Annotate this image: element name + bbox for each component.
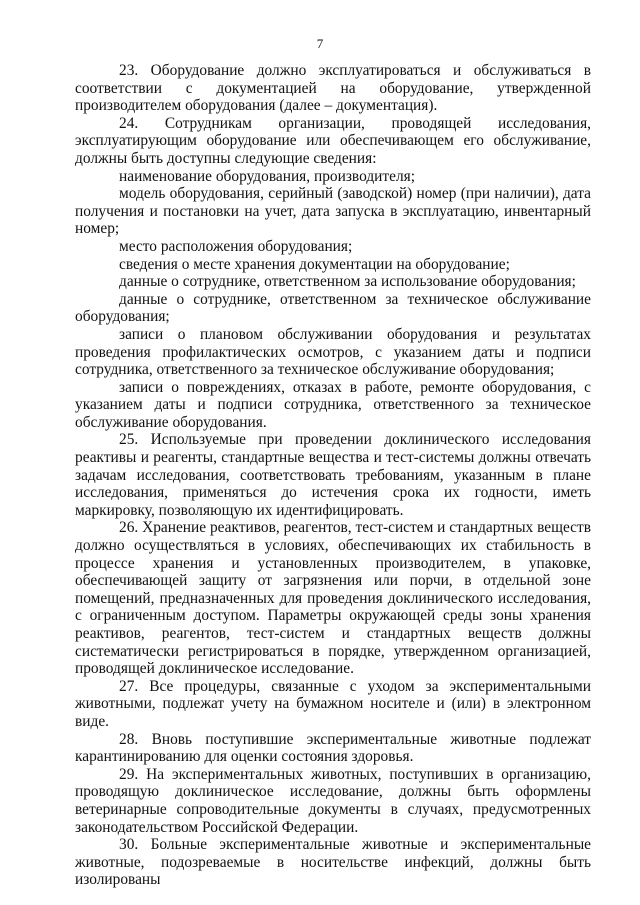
page-number: 7 xyxy=(316,36,324,51)
paragraph-26: 26. Хранение реактивов, реагентов, тест-систем и стандартных веществ должно осуществляться в условиях, обеспечивающих их стабильность в процессе хранения и установленных производителем, в упаковке, обеспечивающей защиту от загрязнения или порчи, в отдельной зоне помещений, предназначенных для проведения доклинического исследования, с ограниченным доступом. Параметры окружающей среды зоны хранения реактивов, реагентов, тест-систем и стандартных веществ должны систематически регистрироваться в порядке, утвержденном организацией, проводящей доклиническое исследование. xyxy=(75,519,591,678)
list-item-equipment-model: модель оборудования, серийный (заводской) номер (при наличии), дата получения и постановки на учет, дата запуска в эксплуатацию, инвентарный номер; xyxy=(75,185,591,238)
list-item-planned-maintenance-records: записи о плановом обслуживании оборудования и результатах проведения профилактических осмотров, с указанием даты и подписи сотрудника, ответственного за техническое обслуживание оборудования; xyxy=(75,325,591,379)
list-item-equipment-location: место расположения оборудования; xyxy=(119,237,353,255)
paragraph-27: 27. Все процедуры, связанные с уходом за экспериментальными животными, подлежат учету на бумажном носителе и (или) в электронном виде. xyxy=(75,677,591,730)
list-item-documentation-storage: сведения о месте хранения документации на оборудование; xyxy=(119,255,510,273)
paragraph-25: 25. Используемые при проведении доклинического исследования реактивы и реагенты, стандартные вещества и тест-системы должны отвечать задачам исследования, соответствовать требованиям, указанным в плане исследования, применяться до истечения срока их годности, иметь маркировку, позволяющую их идентифицировать. xyxy=(75,431,591,519)
document-body xyxy=(75,62,591,889)
list-item-maintenance-responsible: данные о сотруднике, ответственном за техническое обслуживание оборудования; xyxy=(75,290,591,326)
paragraph-28: 28. Вновь поступившие экспериментальные животные подлежат карантинированию для оценки состояния здоровья. xyxy=(75,730,591,766)
list-item-damage-records: записи о повреждениях, отказах в работе, ремонте оборудования, с указанием даты и подписи сотрудника, ответственного за техническое обслуживание оборудования. xyxy=(75,378,591,431)
paragraph-29: 29. На экспериментальных животных, поступивших в организацию, проводящую доклиническое исследование, должны быть оформлены ветеринарные сопроводительные документы в случаях, предусмотренных законодательством Российской Федерации. xyxy=(75,765,591,836)
list-item-equipment-name: наименование оборудования, производителя; xyxy=(119,167,415,185)
paragraph-23: 23. Оборудование должно эксплуатироваться и обслуживаться в соответствии с документацией на оборудование, утвержденной производителем оборудования (далее – документация). xyxy=(75,62,591,115)
paragraph-24: 24. Сотрудникам организации, проводящей исследования, эксплуатирующим оборудование или обеспечивающем его обслуживание, должны быть доступны следующие сведения: xyxy=(75,114,591,167)
paragraph-30: 30. Больные экспериментальные животные и экспериментальные животные, подозреваемые в носительстве инфекций, должны быть изолированы xyxy=(75,836,591,889)
list-item-usage-responsible: данные о сотруднике, ответственном за использование оборудования; xyxy=(119,273,576,291)
